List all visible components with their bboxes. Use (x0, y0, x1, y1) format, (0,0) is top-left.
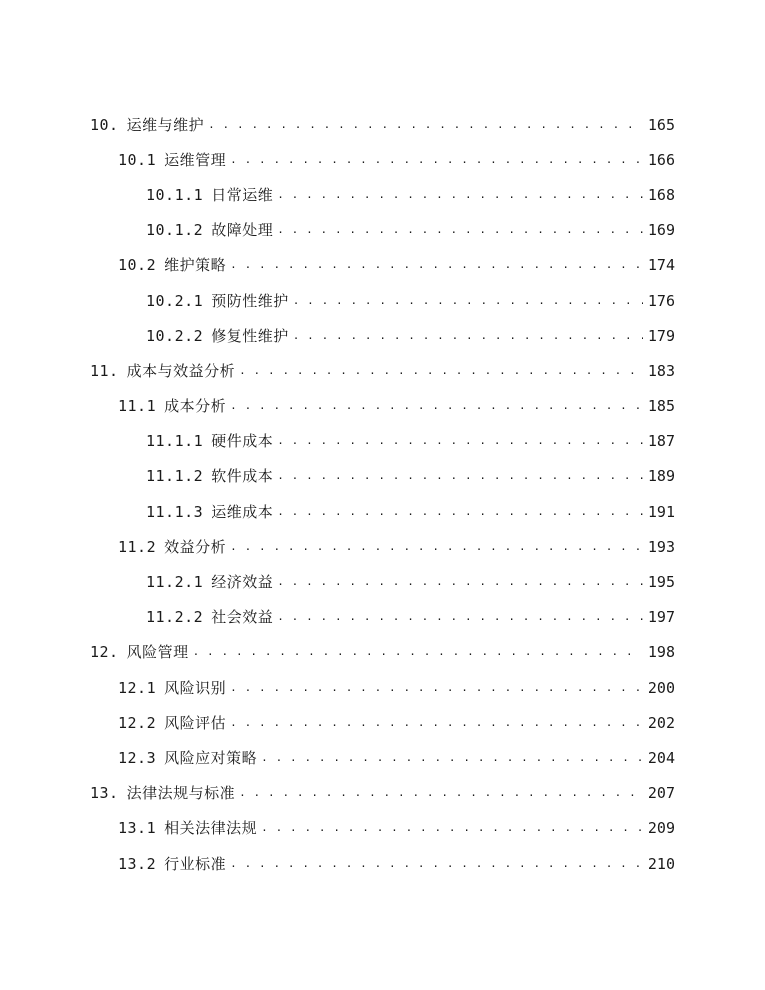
toc-entry[interactable] (0, 635, 765, 670)
toc-entry-number: 10.2 (118, 256, 157, 275)
toc-entry-label (90, 116, 204, 134)
toc-entry[interactable] (0, 740, 765, 775)
toc-entry-title: 风险应对策略 (164, 748, 258, 767)
toc-entry[interactable] (0, 564, 765, 599)
toc-entry-page-number: 198 (647, 643, 675, 662)
dot-leader (277, 221, 643, 239)
toc-entry-number: 10.1 (118, 150, 157, 169)
toc-entry[interactable] (0, 529, 765, 564)
toc-entry-number: 13. (90, 784, 119, 803)
toc-entry-label (146, 327, 289, 345)
toc-entry-label (146, 432, 273, 450)
dot-leader (230, 714, 643, 732)
toc-entry-label (118, 679, 226, 697)
toc-entry-number: 11.1.3 (146, 502, 204, 521)
toc-entry-label (146, 221, 273, 239)
toc-entry-label (90, 643, 189, 661)
toc-entry-number: 10.1.2 (146, 221, 204, 240)
toc-entry-title: 效益分析 (164, 537, 227, 556)
toc-entry-label (90, 362, 235, 380)
dot-leader (277, 186, 643, 204)
toc-entry-page-number: 197 (647, 608, 675, 627)
toc-entry-page-number: 166 (647, 150, 675, 169)
toc-entry-label (118, 538, 226, 556)
table-of-contents (0, 107, 765, 881)
toc-entry[interactable] (0, 600, 765, 635)
toc-entry-page-number: 204 (647, 748, 675, 767)
dot-leader (239, 784, 643, 802)
toc-entry-page-number: 191 (647, 502, 675, 521)
toc-entry-number: 13.1 (118, 819, 157, 838)
toc-entry-label (118, 256, 226, 274)
toc-entry-label (146, 608, 273, 626)
toc-entry-page-number: 183 (647, 361, 675, 380)
toc-entry-number: 11.1 (118, 397, 157, 416)
dot-leader (230, 151, 643, 169)
toc-entry-number: 10. (90, 115, 119, 134)
dot-leader (261, 819, 643, 837)
toc-entry[interactable] (0, 776, 765, 811)
dot-leader (261, 749, 643, 767)
toc-entry-title: 社会效益 (211, 608, 274, 627)
toc-entry-number: 12. (90, 643, 119, 662)
toc-entry-number: 13.2 (118, 854, 157, 873)
dot-leader (193, 643, 643, 661)
toc-entry-number: 12.3 (118, 748, 157, 767)
toc-entry-page-number: 174 (647, 256, 675, 275)
dot-leader (293, 327, 643, 345)
toc-entry-label (146, 186, 273, 204)
toc-entry-title: 风险评估 (164, 713, 227, 732)
dot-leader (277, 608, 643, 626)
toc-entry-title: 法律法规与标准 (126, 784, 236, 803)
dot-leader (230, 855, 643, 873)
toc-entry[interactable] (0, 670, 765, 705)
dot-leader (208, 116, 643, 134)
toc-entry-number: 11.2.2 (146, 608, 204, 627)
toc-entry-number: 11.2.1 (146, 573, 204, 592)
toc-entry[interactable] (0, 177, 765, 212)
toc-entry-label (118, 855, 226, 873)
toc-entry-page-number: 187 (647, 432, 675, 451)
toc-entry-label (90, 784, 235, 802)
toc-entry-title: 维护策略 (164, 256, 227, 275)
toc-entry-title: 日常运维 (211, 185, 274, 204)
toc-entry-title: 软件成本 (211, 467, 274, 486)
toc-entry-title: 相关法律法规 (164, 819, 258, 838)
toc-entry-title: 故障处理 (211, 221, 274, 240)
toc-entry[interactable] (0, 811, 765, 846)
toc-entry-page-number: 202 (647, 713, 675, 732)
toc-entry[interactable] (0, 213, 765, 248)
dot-leader (230, 538, 643, 556)
toc-entry-number: 11.2 (118, 537, 157, 556)
toc-entry-page-number: 179 (647, 326, 675, 345)
toc-entry-label (118, 749, 257, 767)
dot-leader (277, 503, 643, 521)
toc-entry-label (118, 714, 226, 732)
toc-entry-title: 风险管理 (126, 643, 189, 662)
toc-entry-title: 风险识别 (164, 678, 227, 697)
toc-entry-title: 预防性维护 (211, 291, 289, 310)
toc-entry-page-number: 193 (647, 537, 675, 556)
toc-entry-label (146, 503, 273, 521)
toc-entry-page-number: 169 (647, 221, 675, 240)
toc-entry-number: 10.2.2 (146, 326, 204, 345)
toc-entry-label (146, 292, 289, 310)
toc-entry[interactable] (0, 283, 765, 318)
toc-entry-page-number: 168 (647, 185, 675, 204)
toc-entry-label (146, 573, 273, 591)
toc-entry-number: 12.1 (118, 678, 157, 697)
toc-entry-page-number: 200 (647, 678, 675, 697)
toc-entry[interactable] (0, 389, 765, 424)
toc-entry-number: 10.1.1 (146, 185, 204, 204)
dot-leader (230, 256, 643, 274)
toc-entry[interactable] (0, 705, 765, 740)
toc-entry-title: 运维管理 (164, 150, 227, 169)
toc-entry-number: 12.2 (118, 713, 157, 732)
toc-entry-title: 经济效益 (211, 573, 274, 592)
toc-entry-label (118, 397, 226, 415)
toc-entry-number: 11.1.2 (146, 467, 204, 486)
toc-entry-title: 修复性维护 (211, 326, 289, 345)
dot-leader (293, 292, 643, 310)
dot-leader (230, 397, 643, 415)
toc-entry-number: 11.1.1 (146, 432, 204, 451)
toc-entry-page-number: 209 (647, 819, 675, 838)
toc-entry-page-number: 207 (647, 784, 675, 803)
dot-leader (277, 432, 643, 450)
toc-entry[interactable] (0, 318, 765, 353)
toc-entry-page-number: 195 (647, 573, 675, 592)
toc-entry-label (146, 467, 273, 485)
toc-entry-title: 行业标准 (164, 854, 227, 873)
dot-leader (277, 467, 643, 485)
toc-entry-page-number: 176 (647, 291, 675, 310)
toc-entry[interactable] (0, 494, 765, 529)
toc-entry[interactable] (0, 846, 765, 881)
toc-entry-label (118, 151, 226, 169)
toc-entry-title: 成本分析 (164, 397, 227, 416)
toc-entry-number: 11. (90, 361, 119, 380)
toc-entry[interactable] (0, 353, 765, 388)
toc-entry-page-number: 189 (647, 467, 675, 486)
toc-entry[interactable] (0, 459, 765, 494)
toc-entry[interactable] (0, 424, 765, 459)
toc-entry-page-number: 210 (647, 854, 675, 873)
toc-entry-title: 运维与维护 (126, 115, 205, 134)
toc-entry[interactable] (0, 107, 765, 142)
toc-entry-title: 运维成本 (211, 502, 274, 521)
toc-entry-number: 10.2.1 (146, 291, 204, 310)
dot-leader (277, 573, 643, 591)
toc-entry-title: 硬件成本 (211, 432, 274, 451)
toc-entry-page-number: 165 (647, 115, 675, 134)
toc-entry-page-number: 185 (647, 397, 675, 416)
toc-entry-title: 成本与效益分析 (126, 361, 236, 380)
toc-entry-label (118, 819, 257, 837)
toc-entry[interactable] (0, 142, 765, 177)
dot-leader (239, 362, 643, 380)
dot-leader (230, 679, 643, 697)
toc-entry[interactable] (0, 248, 765, 283)
